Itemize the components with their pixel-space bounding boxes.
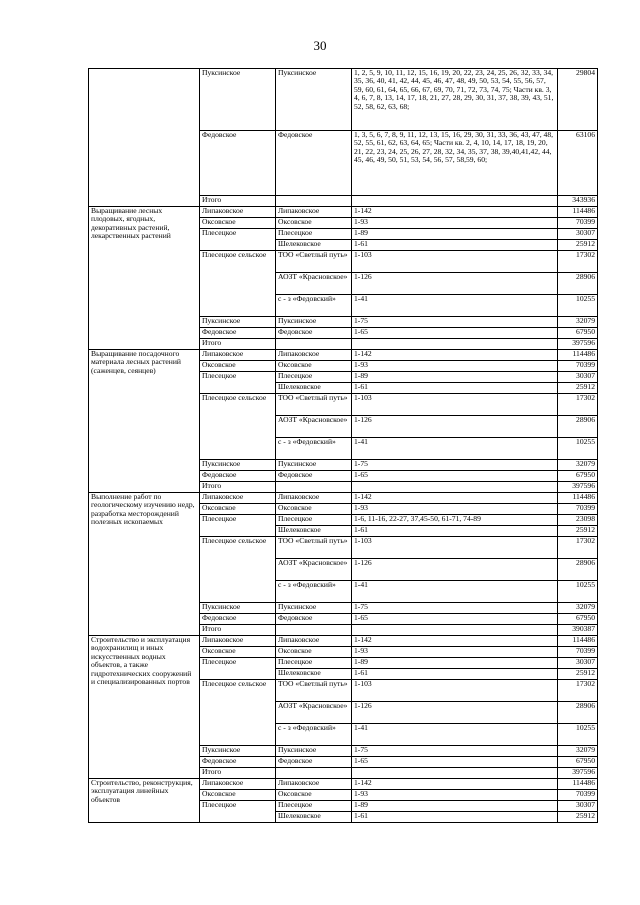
area-cell: 70399 (558, 790, 598, 801)
quarter-numbers-cell: 1-61 (352, 812, 558, 823)
activity-cell: Строительство и эксплуатация водохранилищ и иных искусственных водных объектов, а также гидротехнических сооружений и специализированных портов (89, 636, 200, 779)
forestry-cell: Пуксинское (200, 460, 276, 471)
quarter-numbers-cell: 1-89 (352, 372, 558, 383)
area-cell: 17302 (558, 251, 598, 273)
district-forestry-cell: Плесецкое (276, 515, 352, 526)
district-forestry-cell: Федовское (276, 614, 352, 625)
quarter-numbers-cell: 1-41 (352, 581, 558, 603)
quarter-numbers-cell: 1-65 (352, 328, 558, 339)
table-row (89, 350, 598, 361)
quarter-numbers-cell: 1-103 (352, 680, 558, 702)
forestry-cell: Итого (200, 339, 276, 350)
forestry-cell: Плесецкое сельское (200, 680, 276, 746)
quarter-numbers-cell: 1-61 (352, 240, 558, 251)
district-forestry-cell: Пуксинское (276, 69, 352, 131)
table-row (89, 636, 598, 647)
quarter-numbers-cell: 1-89 (352, 229, 558, 240)
table-row (89, 493, 598, 504)
quarter-numbers-cell: 1-75 (352, 746, 558, 757)
quarter-numbers-cell: 1-89 (352, 801, 558, 812)
table-row (89, 779, 598, 790)
forestry-cell: Оксовское (200, 218, 276, 229)
district-forestry-cell: АОЗТ «Красновское» (276, 273, 352, 295)
page-number: 30 (313, 38, 327, 53)
quarter-numbers-cell: 1-93 (352, 790, 558, 801)
forestry-cell: Липаковское (200, 779, 276, 790)
district-forestry-cell: Пуксинское (276, 746, 352, 757)
forestry-cell: Пуксинское (200, 69, 276, 131)
area-cell: 397596 (558, 482, 598, 493)
quarter-numbers-cell: 1-126 (352, 559, 558, 581)
district-forestry-cell: Пуксинское (276, 460, 352, 471)
quarter-numbers-cell: 1-126 (352, 273, 558, 295)
area-cell: 25912 (558, 383, 598, 394)
area-cell: 397596 (558, 339, 598, 350)
forestry-cell: Плесецкое (200, 801, 276, 823)
area-cell: 17302 (558, 394, 598, 416)
district-forestry-cell: ТОО «Светлый путь» (276, 251, 352, 273)
area-cell: 30307 (558, 658, 598, 669)
forestry-cell: Федовское (200, 471, 276, 482)
district-forestry-cell: с - з «Федовский» (276, 724, 352, 746)
forestry-cell: Плесецкое сельское (200, 251, 276, 317)
area-cell: 23098 (558, 515, 598, 526)
forestry-cell: Пуксинское (200, 603, 276, 614)
activity-cell: Выполнение работ по геологическому изучению недр, разработка месторождений полезных ископаемых (89, 493, 200, 636)
forestry-cell: Липаковское (200, 350, 276, 361)
area-cell: 30307 (558, 801, 598, 812)
quarter-numbers-cell: 1-93 (352, 647, 558, 658)
quarter-numbers-cell: 1-89 (352, 658, 558, 669)
forestry-cell: Итого (200, 625, 276, 636)
area-cell: 67950 (558, 757, 598, 768)
forestry-cell: Липаковское (200, 493, 276, 504)
area-cell: 25912 (558, 812, 598, 823)
forestry-cell: Оксовское (200, 504, 276, 515)
area-cell: 397596 (558, 768, 598, 779)
quarter-numbers-cell: 1-61 (352, 383, 558, 394)
area-cell: 63106 (558, 131, 598, 196)
quarter-numbers-cell: 1-103 (352, 537, 558, 559)
area-cell: 29804 (558, 69, 598, 131)
district-forestry-cell: Федовское (276, 471, 352, 482)
table-body (89, 69, 598, 823)
forestry-cell: Итого (200, 482, 276, 493)
forestry-cell: Плесецкое сельское (200, 537, 276, 603)
quarter-numbers-cell: 1-142 (352, 350, 558, 361)
area-cell: 28906 (558, 416, 598, 438)
forestry-cell: Пуксинское (200, 746, 276, 757)
quarter-numbers-cell: 1-6, 11-16, 22-27, 37,45-50, 61-71, 74-89 (352, 515, 558, 526)
district-forestry-cell: Липаковское (276, 207, 352, 218)
district-forestry-cell: Шелековское (276, 240, 352, 251)
district-forestry-cell (276, 625, 352, 636)
quarter-numbers-cell: 1-75 (352, 460, 558, 471)
quarter-numbers-cell: 1-65 (352, 471, 558, 482)
district-forestry-cell: с - з «Федовский» (276, 295, 352, 317)
district-forestry-cell: Плесецкое (276, 801, 352, 812)
forestry-cell: Федовское (200, 757, 276, 768)
forestry-cell: Оксовское (200, 361, 276, 372)
area-cell: 114486 (558, 207, 598, 218)
quarter-numbers-cell: 1-142 (352, 636, 558, 647)
forestry-cell: Итого (200, 196, 276, 207)
forestry-cell: Пуксинское (200, 317, 276, 328)
quarter-numbers-cell: 1-41 (352, 438, 558, 460)
district-forestry-cell: Федовское (276, 757, 352, 768)
area-cell: 25912 (558, 526, 598, 537)
area-cell: 70399 (558, 647, 598, 658)
area-cell: 67950 (558, 328, 598, 339)
area-cell: 30307 (558, 372, 598, 383)
quarter-numbers-cell: 1-75 (352, 317, 558, 328)
quarter-numbers-cell: 1-65 (352, 614, 558, 625)
area-cell: 114486 (558, 779, 598, 790)
quarter-numbers-cell: 1-61 (352, 526, 558, 537)
quarter-numbers-cell (352, 625, 558, 636)
area-cell: 114486 (558, 636, 598, 647)
district-forestry-cell: Шелековское (276, 526, 352, 537)
area-cell: 32079 (558, 603, 598, 614)
district-forestry-cell: ТОО «Светлый путь» (276, 537, 352, 559)
district-forestry-cell: ТОО «Светлый путь» (276, 680, 352, 702)
quarter-numbers-cell: 1-103 (352, 251, 558, 273)
district-forestry-cell: Липаковское (276, 779, 352, 790)
activity-cell (89, 69, 200, 207)
area-cell: 70399 (558, 218, 598, 229)
district-forestry-cell: Липаковское (276, 350, 352, 361)
district-forestry-cell: Федовское (276, 328, 352, 339)
quarter-numbers-cell (352, 768, 558, 779)
district-forestry-cell: с - з «Федовский» (276, 581, 352, 603)
district-forestry-cell: АОЗТ «Красновское» (276, 559, 352, 581)
quarter-numbers-cell: 1-93 (352, 504, 558, 515)
area-cell: 114486 (558, 350, 598, 361)
area-cell: 70399 (558, 361, 598, 372)
forestry-cell: Федовское (200, 328, 276, 339)
area-cell: 67950 (558, 614, 598, 625)
district-forestry-cell: Пуксинское (276, 603, 352, 614)
forestry-cell: Плесецкое (200, 229, 276, 251)
district-forestry-cell: с - з «Федовский» (276, 438, 352, 460)
forestry-cell: Федовское (200, 131, 276, 196)
forestry-cell: Липаковское (200, 207, 276, 218)
area-cell: 17302 (558, 680, 598, 702)
district-forestry-cell: ТОО «Светлый путь» (276, 394, 352, 416)
forestry-cell: Федовское (200, 614, 276, 625)
district-forestry-cell: Шелековское (276, 669, 352, 680)
forestry-cell: Плесецкое (200, 515, 276, 537)
area-cell: 390387 (558, 625, 598, 636)
forestry-cell: Плесецкое (200, 372, 276, 394)
area-cell: 10255 (558, 295, 598, 317)
quarter-numbers-cell: 1-61 (352, 669, 558, 680)
area-cell: 32079 (558, 746, 598, 757)
area-cell: 343936 (558, 196, 598, 207)
area-cell: 32079 (558, 460, 598, 471)
quarter-numbers-cell: 1-142 (352, 779, 558, 790)
area-cell: 25912 (558, 669, 598, 680)
area-cell: 17302 (558, 537, 598, 559)
forestry-cell: Оксовское (200, 647, 276, 658)
district-forestry-cell (276, 768, 352, 779)
forestry-cell: Оксовское (200, 790, 276, 801)
district-forestry-cell: Оксовское (276, 361, 352, 372)
table-row (89, 69, 598, 131)
forestry-cell: Липаковское (200, 636, 276, 647)
area-cell: 28906 (558, 273, 598, 295)
district-forestry-cell: Шелековское (276, 812, 352, 823)
district-forestry-cell: Плесецкое (276, 658, 352, 669)
district-forestry-cell: Оксовское (276, 218, 352, 229)
district-forestry-cell (276, 196, 352, 207)
area-cell: 70399 (558, 504, 598, 515)
district-forestry-cell: Липаковское (276, 493, 352, 504)
activity-cell: Выращивание посадочного материала лесных растений (саженцев, сеянцев) (89, 350, 200, 493)
district-forestry-cell: Федовское (276, 131, 352, 196)
forestry-cell: Плесецкое (200, 658, 276, 680)
quarter-numbers-cell: 1-41 (352, 295, 558, 317)
district-forestry-cell (276, 339, 352, 350)
district-forestry-cell: Плесецкое (276, 372, 352, 383)
area-cell: 10255 (558, 724, 598, 746)
district-forestry-cell: Шелековское (276, 383, 352, 394)
district-forestry-cell (276, 482, 352, 493)
district-forestry-cell: Оксовское (276, 504, 352, 515)
quarter-numbers-cell: 1-75 (352, 603, 558, 614)
area-cell: 10255 (558, 438, 598, 460)
area-cell: 114486 (558, 493, 598, 504)
area-cell: 67950 (558, 471, 598, 482)
area-cell: 10255 (558, 581, 598, 603)
area-cell: 32079 (558, 317, 598, 328)
quarter-numbers-cell: 1-142 (352, 493, 558, 504)
district-forestry-cell: АОЗТ «Красновское» (276, 702, 352, 724)
activity-cell: Выращивание лесных плодовых, ягодных, декоративных растений, лекарственных растений (89, 207, 200, 350)
quarter-numbers-cell (352, 482, 558, 493)
quarter-numbers-cell: 1-93 (352, 361, 558, 372)
quarter-numbers-cell: 1, 2, 5, 9, 10, 11, 12, 15, 16, 19, 20, 22, 23, 24, 25, 26, 32, 33, 34, 35, 36, 40, 41, 42, 44, 45, 46, 47, 48, 49, 50, 53, 54, 55, 56, 57, 59, 60, 61, 64, 65, 66, 67, 69, 70, 71, 72, 73, 74, 75; Части кв. 3, 4, 6, 7, 8, 13, 14, 17, 18, 21, 27, 28, 29, 30, 31, 37, 38, 39, 43, 51, 52, 58, 62, 63, 68; (352, 69, 558, 131)
quarter-numbers-cell: 1-103 (352, 394, 558, 416)
quarter-numbers-cell: 1, 3, 5, 6, 7, 8, 9, 11, 12, 13, 15, 16, 29, 30, 31, 33, 36, 43, 47, 48, 52, 55, 61, 62, 63, 64, 65; Части кв. 2, 4, 10, 14, 17, 18, 19, 20, 21, 22, 23, 24, 25, 26, 27, 28, 32, 34, 35, 37, 38, 39,40,41,42, 44, 45, 46, 49, 50, 51, 53, 54, 56, 57, 58,59, 60; (352, 131, 558, 196)
table-row (89, 207, 598, 218)
district-forestry-cell: Оксовское (276, 647, 352, 658)
quarter-numbers-cell: 1-65 (352, 757, 558, 768)
district-forestry-cell: Липаковское (276, 636, 352, 647)
forest-use-table (88, 68, 598, 823)
area-cell: 30307 (558, 229, 598, 240)
quarter-numbers-cell: 1-93 (352, 218, 558, 229)
area-cell: 25912 (558, 240, 598, 251)
quarter-numbers-cell: 1-41 (352, 724, 558, 746)
forestry-cell: Плесецкое сельское (200, 394, 276, 460)
forestry-cell: Итого (200, 768, 276, 779)
quarter-numbers-cell: 1-126 (352, 702, 558, 724)
district-forestry-cell: Оксовское (276, 790, 352, 801)
area-cell: 28906 (558, 702, 598, 724)
quarter-numbers-cell (352, 339, 558, 350)
activity-cell: Строительство, реконструкция, эксплуатация линейных объектов (89, 779, 200, 823)
quarter-numbers-cell (352, 196, 558, 207)
quarter-numbers-cell: 1-142 (352, 207, 558, 218)
district-forestry-cell: Плесецкое (276, 229, 352, 240)
district-forestry-cell: АОЗТ «Красновское» (276, 416, 352, 438)
district-forestry-cell: Пуксинское (276, 317, 352, 328)
area-cell: 28906 (558, 559, 598, 581)
quarter-numbers-cell: 1-126 (352, 416, 558, 438)
